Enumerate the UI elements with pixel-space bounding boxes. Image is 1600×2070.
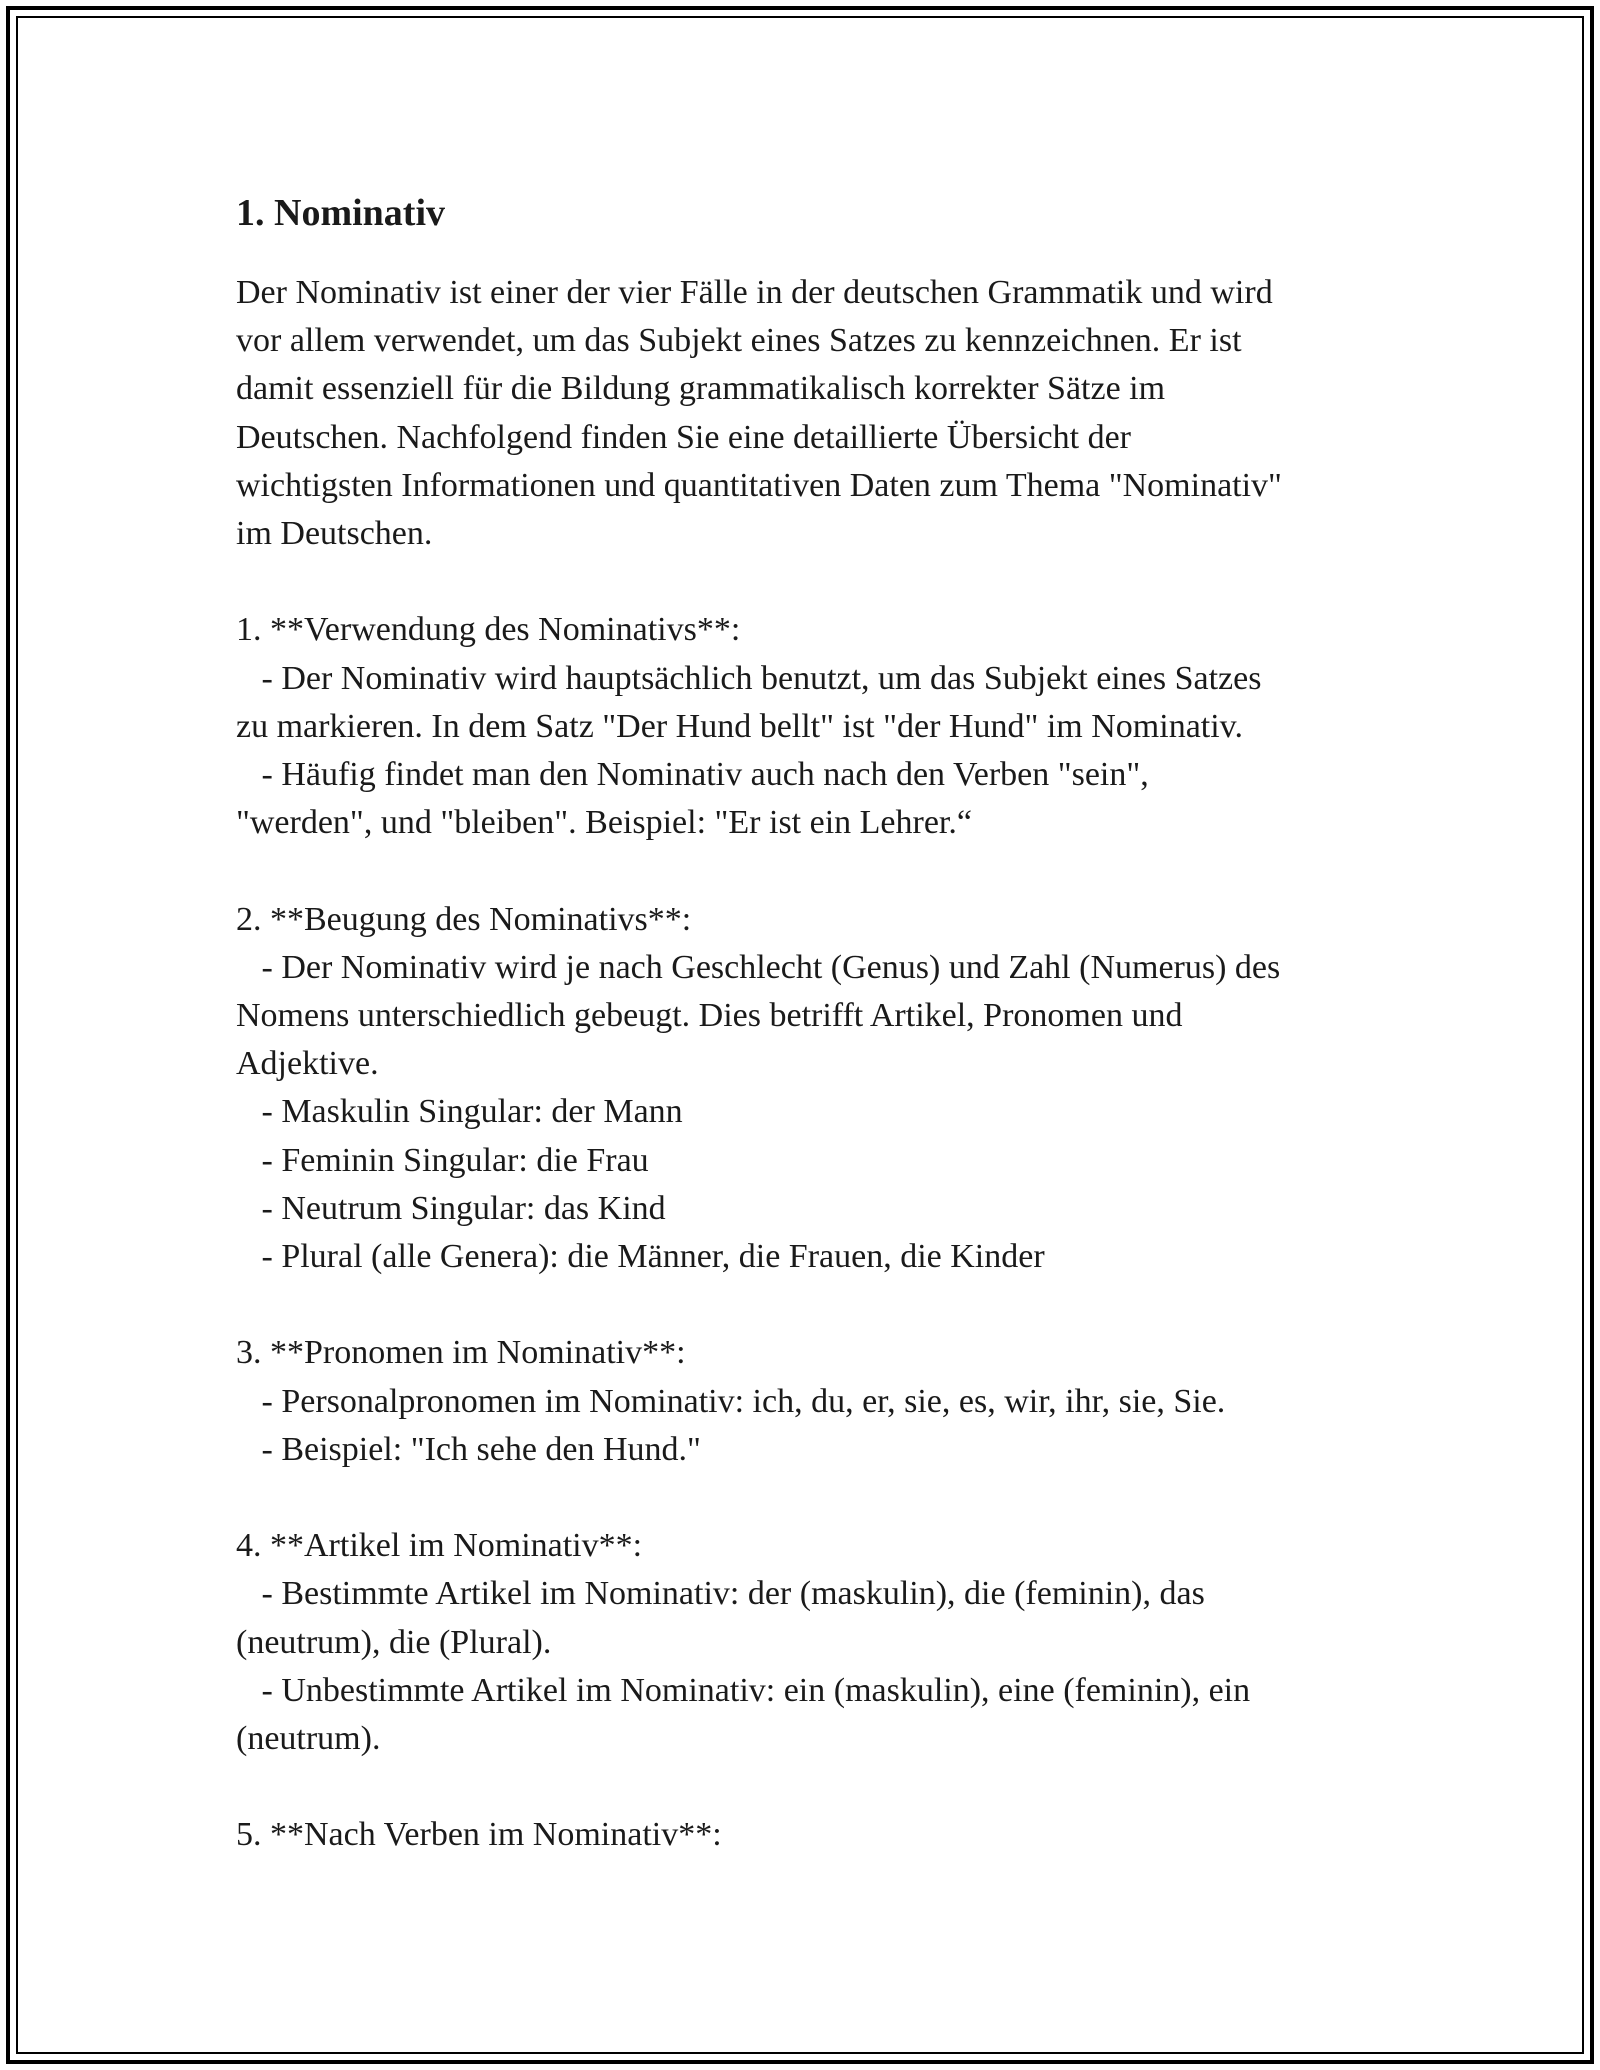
text-line: - Feminin Singular: die Frau (236, 1141, 649, 1179)
list-heading: 5. **Nach Verben im Nominativ**: (236, 1816, 722, 1854)
text-line: - Plural (alle Genera): die Männer, die Frauen, die Kinder (236, 1238, 1045, 1276)
text-line: wichtigsten Informationen und quantitativen Daten zum Thema "Nominativ" (236, 466, 1282, 504)
document-body (236, 185, 1386, 1860)
text-line: - Maskulin Singular: der Mann (236, 1093, 683, 1131)
text-line: damit essenziell für die Bildung grammatikalisch korrekter Sätze im (236, 370, 1166, 408)
section-heading: 1. Nominativ (236, 192, 445, 234)
text-line: - Der Nominativ wird je nach Geschlecht (Genus) und Zahl (Numerus) des (236, 948, 1281, 986)
text-line: Adjektive. (236, 1045, 379, 1083)
text-line: im Deutschen. (236, 515, 433, 553)
list-heading: 4. **Artikel im Nominativ**: (236, 1527, 643, 1565)
text-line: Deutschen. Nachfolgend finden Sie eine detaillierte Übersicht der (236, 418, 1131, 456)
text-line: - Der Nominativ wird hauptsächlich benutzt, um das Subjekt eines Satzes (236, 659, 1262, 697)
text-line: zu markieren. In dem Satz "Der Hund bellt" ist "der Hund" im Nominativ. (236, 707, 1243, 745)
blank-line (236, 1281, 1386, 1329)
text-line: - Personalpronomen im Nominativ: ich, du, er, sie, es, wir, ihr, sie, Sie. (236, 1382, 1226, 1420)
list-heading: 3. **Pronomen im Nominativ**: (236, 1334, 686, 1372)
text-line: - Bestimmte Artikel im Nominativ: der (maskulin), die (feminin), das (236, 1575, 1205, 1613)
text-line: - Häufig findet man den Nominativ auch nach den Verben "sein", (236, 756, 1149, 794)
text-line: vor allem verwendet, um das Subjekt eines Satzes zu kennzeichnen. Er ist (236, 322, 1242, 360)
blank-line (236, 558, 1386, 606)
list-heading: 1. **Verwendung des Nominativs**: (236, 611, 741, 649)
text-line: - Beispiel: "Ich sehe den Hund." (236, 1430, 701, 1468)
text-line: Nomens unterschiedlich gebeugt. Dies betrifft Artikel, Pronomen und (236, 997, 1183, 1035)
text-line: - Neutrum Singular: das Kind (236, 1189, 666, 1227)
text-line: Der Nominativ ist einer der vier Fälle in der deutschen Grammatik und wird (236, 274, 1273, 311)
text-line: - Unbestimmte Artikel im Nominativ: ein (maskulin), eine (feminin), ein (236, 1671, 1251, 1709)
blank-line (236, 1474, 1386, 1522)
text-line: (neutrum), die (Plural). (236, 1623, 552, 1661)
text-line: (neutrum). (236, 1720, 381, 1758)
blank-line (236, 847, 1386, 895)
list-heading: 2. **Beugung des Nominativs**: (236, 900, 692, 938)
blank-line (236, 1763, 1386, 1811)
body-text (236, 269, 1386, 1860)
text-line: "werden", und "bleiben". Beispiel: "Er ist ein Lehrer.“ (236, 804, 972, 842)
